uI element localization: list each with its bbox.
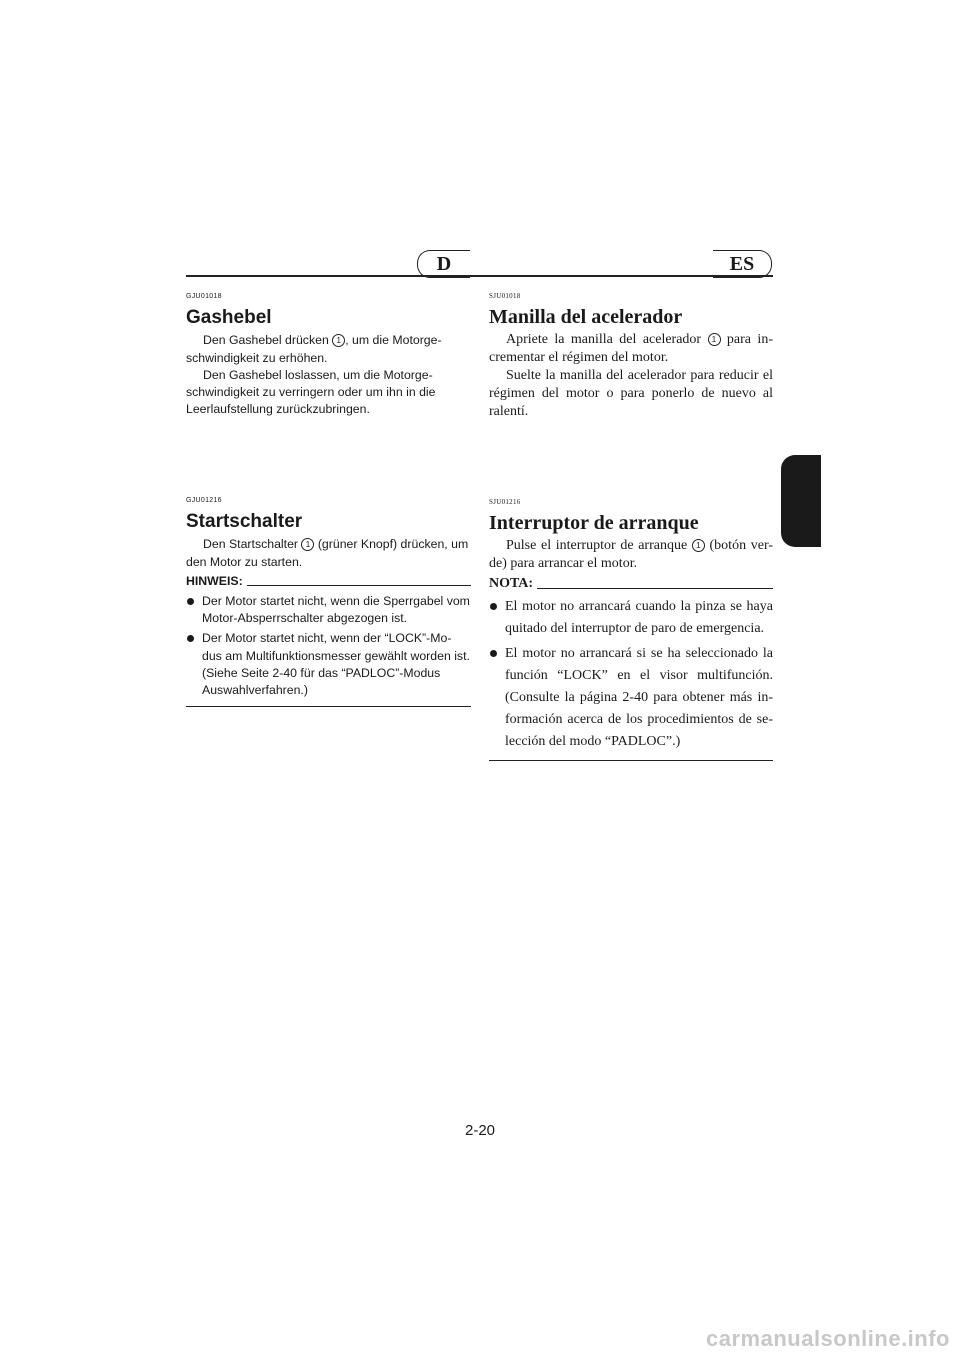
text: (botón ver-de) para arrancar el motor. bbox=[489, 538, 773, 571]
paragraph bbox=[489, 331, 773, 367]
callout-number: 1 bbox=[332, 334, 345, 347]
text: Der Motor startet nicht, wenn der “LOCK”-Mo-dus am Multifunktionsmesser gewählt worden ist. (Siehe Seite 2-40 für das “PADLOC”-Modus Auswahlverfahren.) bbox=[202, 631, 470, 698]
page-number: 2-20 bbox=[464, 1122, 496, 1139]
section-title: Interruptor de arranque bbox=[489, 512, 699, 534]
note-list bbox=[186, 593, 471, 699]
note-end-rule bbox=[489, 760, 773, 761]
paragraph bbox=[186, 536, 471, 570]
paragraph bbox=[489, 537, 773, 573]
text: para in-crementar el régimen del motor. bbox=[489, 332, 773, 365]
note-rule bbox=[247, 585, 471, 586]
callout-number: 1 bbox=[708, 333, 721, 346]
language-badge-spanish: ES bbox=[713, 250, 772, 278]
bullet-icon bbox=[490, 650, 497, 657]
text: , um die Motorge-schwindigkeit zu erhöhen. bbox=[186, 333, 442, 365]
section-code: GJU01216 bbox=[186, 497, 222, 504]
list-item bbox=[489, 596, 773, 640]
de-section-throttle bbox=[186, 288, 471, 418]
section-code: GJU01018 bbox=[186, 293, 222, 300]
section-title: Manilla del acelerador bbox=[489, 306, 683, 328]
bullet-icon bbox=[187, 635, 194, 642]
text: Den Startschalter bbox=[203, 537, 302, 552]
paragraph: Suelte la manilla del acelerador para reducir el régimen del motor o para ponerlo de nuevo al ralentí. bbox=[489, 368, 773, 419]
note-end-rule bbox=[186, 706, 471, 707]
list-item bbox=[186, 593, 471, 627]
note-rule bbox=[537, 588, 773, 589]
paragraph bbox=[186, 332, 471, 366]
callout-number: 1 bbox=[301, 538, 314, 551]
note-header bbox=[186, 573, 471, 590]
text: Apriete la manilla del acelerador bbox=[506, 332, 708, 347]
section-title: Gashebel bbox=[186, 307, 272, 329]
es-section-start-switch bbox=[489, 493, 773, 761]
list-item bbox=[489, 643, 773, 753]
text: Den Gashebel drücken bbox=[203, 333, 333, 348]
text: Pulse el interruptor de arranque bbox=[506, 538, 692, 553]
section-code: SJU01018 bbox=[489, 292, 521, 300]
language-badge-german: D bbox=[417, 250, 470, 278]
note-label: NOTA: bbox=[489, 576, 534, 591]
list-item bbox=[186, 630, 471, 699]
watermark: carmanualsonline.info bbox=[706, 1326, 950, 1351]
header-rule bbox=[186, 275, 773, 277]
bullet-icon bbox=[490, 603, 497, 610]
paragraph: Den Gashebel loslassen, um die Motorge-schwindigkeit zu verringern oder um ihn in die Leerlaufstellung zurückzubringen. bbox=[186, 367, 436, 417]
note-list bbox=[489, 596, 773, 753]
text: El motor no arrancará si se ha seleccionado la función “LOCK” en el visor multifunción. (Consulte la página 2-40 para obtener más in-formación acerca de los procedimientos de se-lección del modo “PADLOC”.) bbox=[505, 646, 773, 749]
note-label: HINWEIS: bbox=[186, 573, 243, 588]
chapter-side-tab bbox=[781, 455, 821, 547]
de-section-start-switch bbox=[186, 492, 471, 707]
es-section-throttle bbox=[489, 287, 773, 421]
text: El motor no arrancará cuando la pinza se haya quitado del interruptor de paro de emergencia. bbox=[505, 599, 773, 636]
section-code: SJU01216 bbox=[489, 498, 521, 506]
text: Der Motor startet nicht, wenn die Sperrgabel vom Motor-Absperrschalter abgezogen ist. bbox=[202, 594, 470, 626]
bullet-icon bbox=[187, 598, 194, 605]
section-title: Startschalter bbox=[186, 511, 303, 533]
text: (grüner Knopf) drücken, um den Motor zu starten. bbox=[186, 537, 469, 569]
callout-number: 1 bbox=[692, 539, 705, 552]
note-header bbox=[489, 575, 773, 593]
